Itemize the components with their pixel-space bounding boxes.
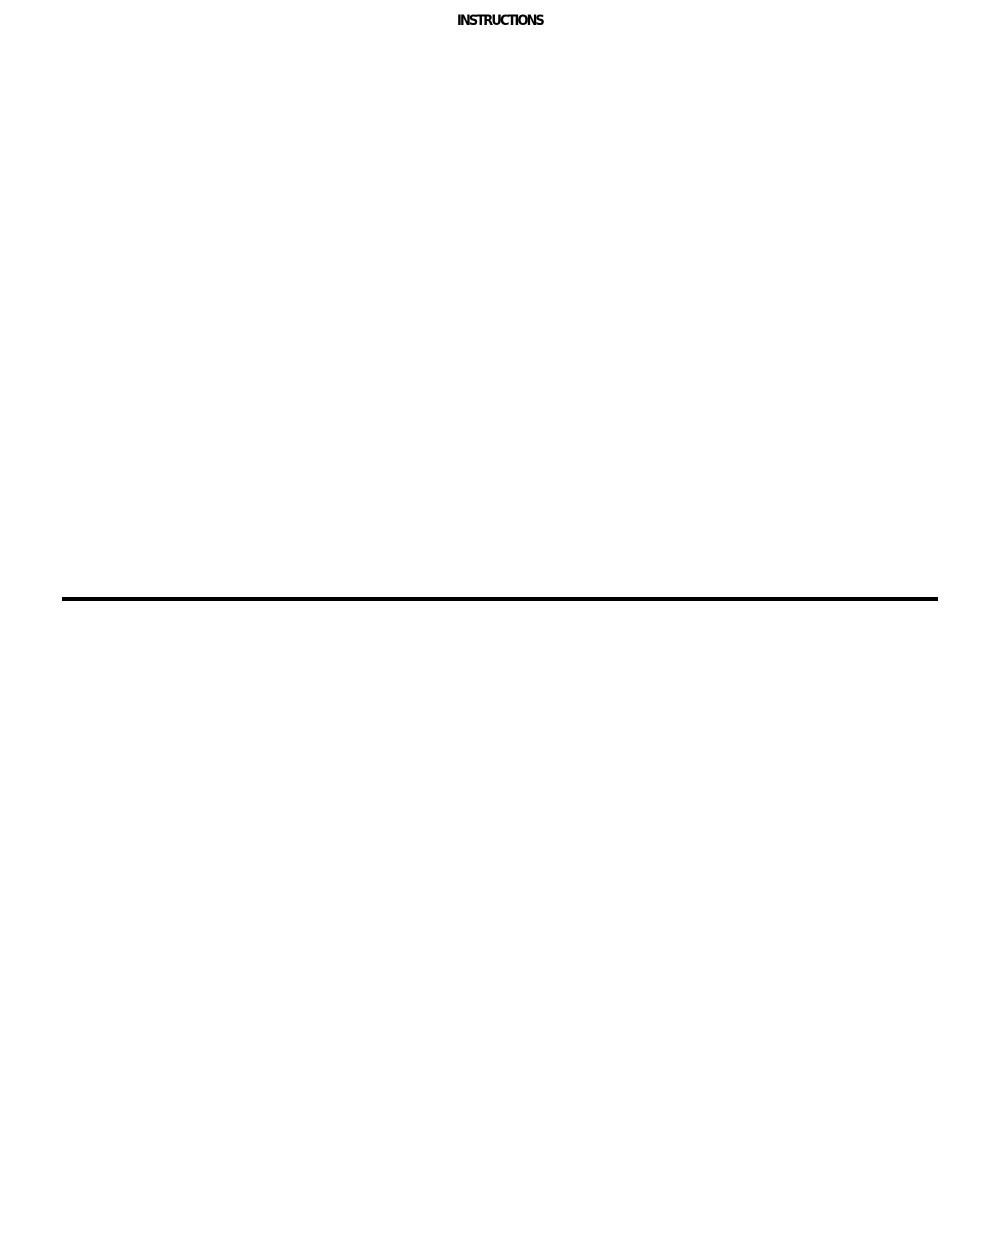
section-divider <box>62 597 938 601</box>
page-title: INSTRUCTIONS <box>457 13 543 29</box>
